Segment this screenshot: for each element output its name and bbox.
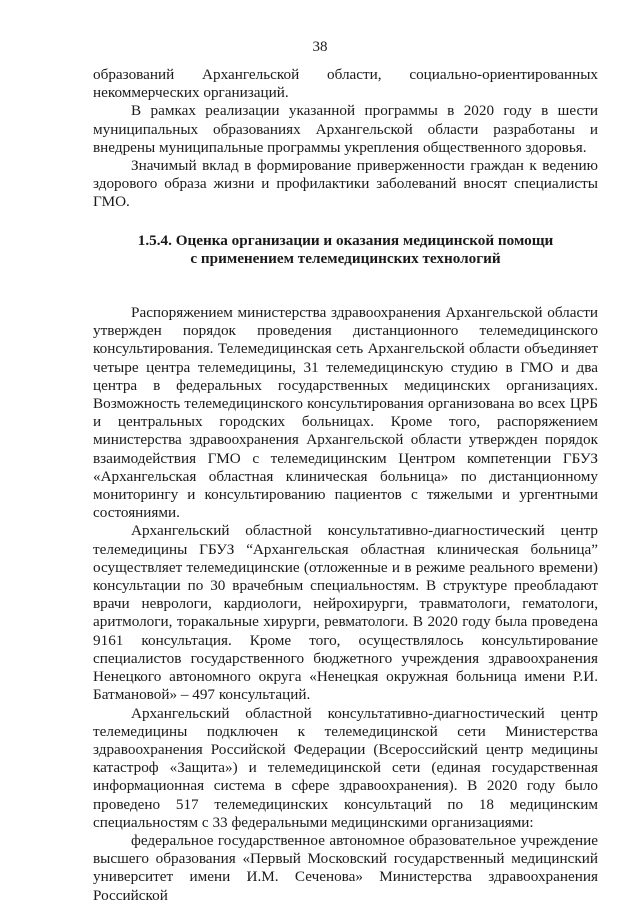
section-spacer	[93, 268, 598, 304]
document-body	[93, 66, 598, 905]
paragraph-continuation: образований Архангельской области, социально-ориентированных некоммерческих организаций.	[93, 66, 598, 102]
paragraph-consultation-center: Архангельский областной консультативно-диагностический центр телемедицины ГБУЗ “Архангельская областная клиническая больница” осуществляет телемедицинские (отложенные и в режиме реального времени) консультации по 30 врачебным специальностям. В структуре преобладают врачи неврологи, кардиологи, нейрохирурги, травматологи, гематологи, аритмологи, торакальные хирурги, ревматологи. В 2020 году была проведена 9161 консультация. Кроме того, осуществлялось консультирование специалистов государственного бюджетного учреждения здравоохранения Ненецкого автономного округа «Ненецкая окружная больница имени Р.И. Батмановой» – 497 консультаций.	[93, 522, 598, 704]
paragraph-federal-institution: федеральное государственное автономное образовательное учреждение высшего образования «Первый Московский государственный медицинский университет имени И.М. Сеченова» Министерства здравоохранения Российской	[93, 831, 598, 904]
paragraph-telemedicine-network: Распоряжением министерства здравоохранения Архангельской области утвержден порядок проведения дистанционного телемедицинского консультирования. Телемедицинская сеть Архангельской области объединяет четыре центра телемедицины, 31 телемедицинскую студию в ГМО и два центра в федеральных государственных медицинских организациях. Возможность телемедицинского консультирования организована во всех ЦРБ и центральных городских больницах. Кроме того, распоряжением министерства здравоохранения Архангельской области утвержден порядок взаимодействия ГМО с телемедицинским Центром компетенции ГБУЗ «Архангельская областная клиническая больница» по дистанционному мониторингу и консультированию пациентов с тяжелыми и ургентными состояниями.	[93, 304, 598, 522]
section-heading	[93, 232, 598, 268]
page-number: 38	[312, 39, 328, 55]
paragraph-program-implementation: В рамках реализации указанной программы в 2020 году в шести муниципальных образованиях Архангельской области разработаны и внедрены муниципальные программы укрепления общественного здоровья.	[93, 102, 598, 156]
section-heading-line-1: 1.5.4. Оценка организации и оказания медицинской помощи	[137, 231, 554, 249]
section-heading-line-2: с применением телемедицинских технологий	[190, 249, 501, 267]
paragraph-federal-network: Архангельский областной консультативно-диагностический центр телемедицины подключен к телемедицинской сети Министерства здравоохранения Российской Федерации (Всероссийский центр медицины катастроф «Защита») и телемедицинской сети (единая государственная информационная система в сфере здравоохранения). В 2020 году было проведено 517 телемедицинских консультаций по 18 медицинским специальностям с 33 федеральными медицинскими организациями:	[93, 704, 598, 831]
paragraph-healthy-lifestyle: Значимый вклад в формирование приверженности граждан к ведению здорового образа жизни и профилактики заболеваний вносят специалисты ГМО.	[93, 157, 598, 211]
